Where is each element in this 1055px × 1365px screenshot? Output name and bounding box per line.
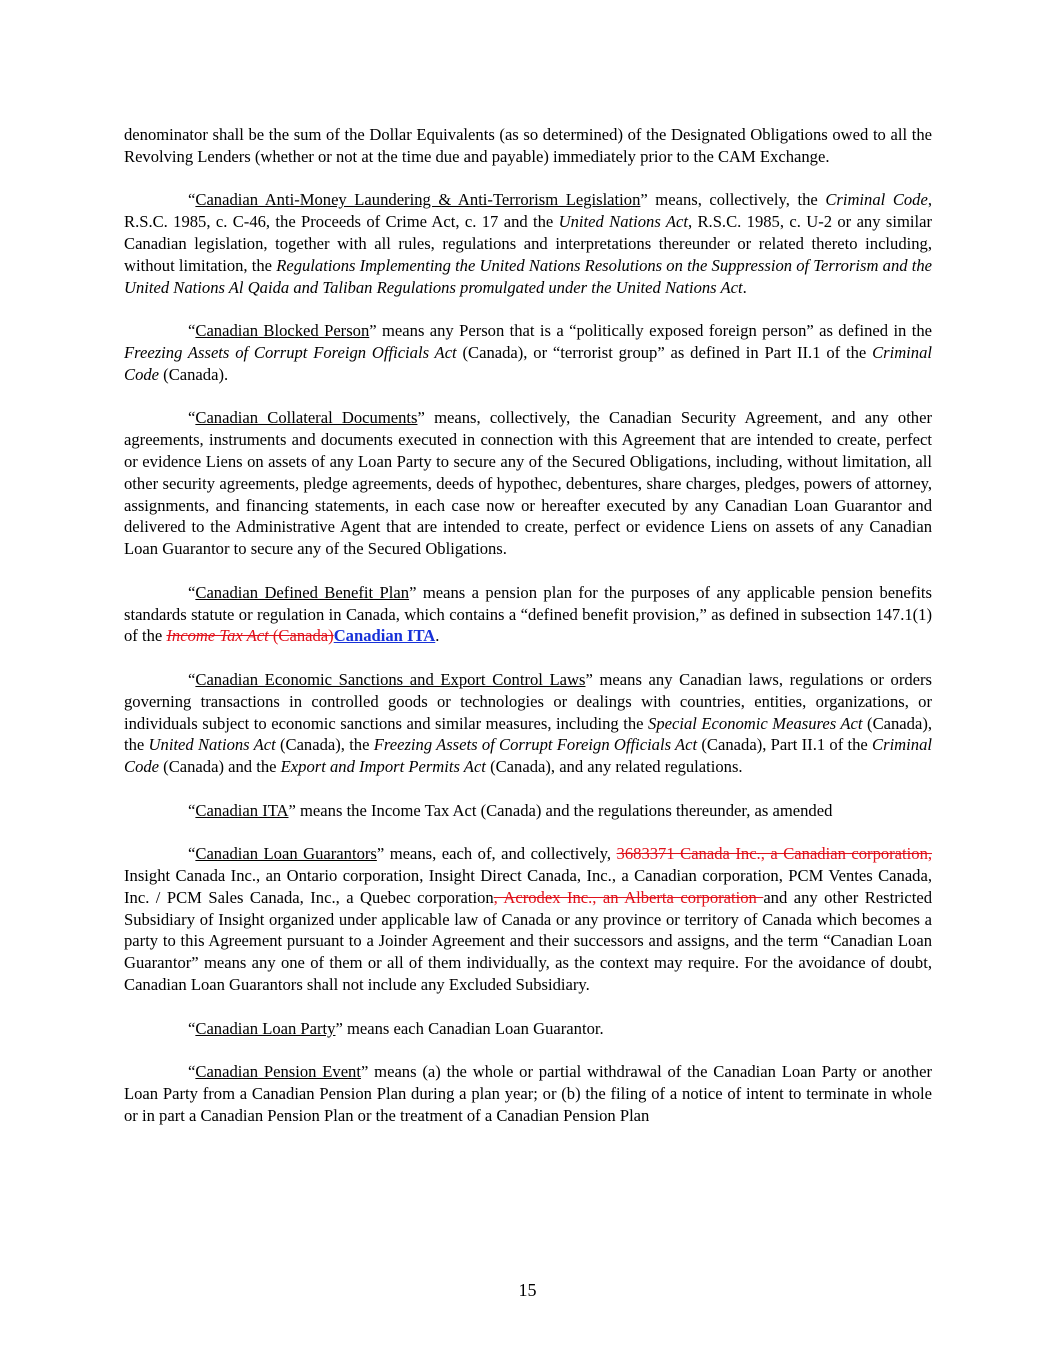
document-page xyxy=(124,124,932,1148)
defined-term: Canadian Loan Party xyxy=(195,1018,336,1038)
defined-term: Canadian Blocked Person xyxy=(195,321,370,341)
deleted-text: Income Tax Act xyxy=(166,626,269,646)
deleted-text: 3683371 Canada Inc., a Canadian corporation, xyxy=(616,844,933,864)
defined-term: Canadian Economic Sanctions and Export Control Laws xyxy=(195,669,586,689)
defined-term: Canadian Pension Event xyxy=(195,1062,361,1082)
page-number: 15 xyxy=(518,1280,537,1300)
defined-term: Canadian Collateral Documents xyxy=(195,408,418,428)
defined-term: Canadian Anti-Money Laundering & Anti-Terrorism Legislation xyxy=(195,190,641,210)
deleted-text: , Acrodex Inc., an Alberta corporation xyxy=(493,887,764,907)
definition-loan-guarantors: “Canadian Loan Guarantors” means, each of, and collectively, 3683371 Canada Inc., a Canadian corporation, Insight Canada Inc., an Ontario corporation, Insight Direct Canada, Inc., a Canadian corporation, PCM Ventes Canada, Inc. / PCM Sales Canada, Inc., a Quebec corporation, Acrodex Inc., an Alberta corporation and any other Restricted Subsidiary of Insight organized under applicable law of Canada or any province or territory of Canada which becomes a party to this Agreement pursuant to a Joinder Agreement and their successors and assigns, and the term “Canadian Loan Guarantor” means any one of them or all of them individually, as the context may require. For the avoidance of doubt, Canadian Loan Guarantors shall not include any Excluded Subsidiary. xyxy=(124,844,933,995)
definition-loan-party: “Canadian Loan Party” means each Canadian Loan Guarantor. xyxy=(188,1018,604,1038)
definition-anti-money-laundering: “Canadian Anti-Money Laundering & Anti-Terrorism Legislation” means, collectively, the Criminal Code, R.S.C. 1985, c. C-46, the Proceeds of Crime Act, c. 17 and the United Nations Act, R.S.C. 1985, c. U-2 or any similar Canadian legislation, together with all rules, regulations and interpretations thereunder or related thereto including, without limitation, the Regulations Implementing the United Nations Resolutions on the Suppression of Terrorism and the United Nations Al Qaida and Taliban Regulations promulgated under the United Nations Act. xyxy=(124,190,932,297)
definition-blocked-person: “Canadian Blocked Person” means any Person that is a “politically exposed foreign person” as defined in the Freezing Assets of Corrupt Foreign Officials Act (Canada), or “terrorist group” as defined in Part II.1 of the Criminal Code (Canada). xyxy=(124,321,932,384)
defined-term: Canadian Loan Guarantors xyxy=(195,844,377,864)
definition-defined-benefit-plan: “Canadian Defined Benefit Plan” means a pension plan for the purposes of any applicable pension benefits standards statute or regulation in Canada, which contains a “defined benefit provision,” as defined in subsection 147.1(1) of the Income Tax Act (Canada)Canadian ITA. xyxy=(124,582,932,646)
definition-economic-sanctions: “Canadian Economic Sanctions and Export Control Laws” means any Canadian laws, regulations or orders governing transactions in controlled goods or technologies or dealings with countries, entities, organizations, or individuals subject to economic sanctions and similar measures, including the Special Economic Measures Act (Canada), the United Nations Act (Canada), the Freezing Assets of Corrupt Foreign Officials Act (Canada), Part II.1 of the Criminal Code (Canada) and the Export and Import Permits Act (Canada), and any related regulations. xyxy=(124,669,932,777)
defined-term: Canadian ITA xyxy=(195,800,289,820)
definition-pension-event: “Canadian Pension Event” means (a) the whole or partial withdrawal of the Canadian Loan Party or another Loan Party from a Canadian Pension Plan during a plan year; or (b) the filing of a notice of intent to terminate in whole or in part a Canadian Pension Plan or the treatment of a Canadian Pension Plan xyxy=(124,1062,932,1125)
paragraph-cam-exchange-continuation: denominator shall be the sum of the Dollar Equivalents (as so determined) of the Designated Obligations owed to all the Revolving Lenders (whether or not at the time due and payable) immediately prior to the CAM Exchange. xyxy=(124,125,932,166)
definition-canadian-ita: “Canadian ITA” means the Income Tax Act (Canada) and the regulations thereunder, as amended xyxy=(188,800,833,820)
definition-collateral-documents: “Canadian Collateral Documents” means, collectively, the Canadian Security Agreement, and any other agreements, instruments and documents executed in connection with this Agreement that are intended to create, perfect or evidence Liens on assets of any Loan Party to secure any of the Secured Obligations, including, without limitation, all other security agreements, pledge agreements, deeds of hypothec, debentures, share charges, pledges, powers of attorney, assignments, and financing statements, in each case now or hereafter executed by any Canadian Loan Guarantor and delivered to the Administrative Agent that are intended to create, perfect or evidence Liens on assets of any Canadian Loan Guarantor to secure any of the Secured Obligations. xyxy=(124,408,932,559)
inserted-text: Canadian ITA xyxy=(333,626,436,646)
defined-term: Canadian Defined Benefit Plan xyxy=(195,582,410,602)
deleted-text: (Canada) xyxy=(268,626,334,646)
